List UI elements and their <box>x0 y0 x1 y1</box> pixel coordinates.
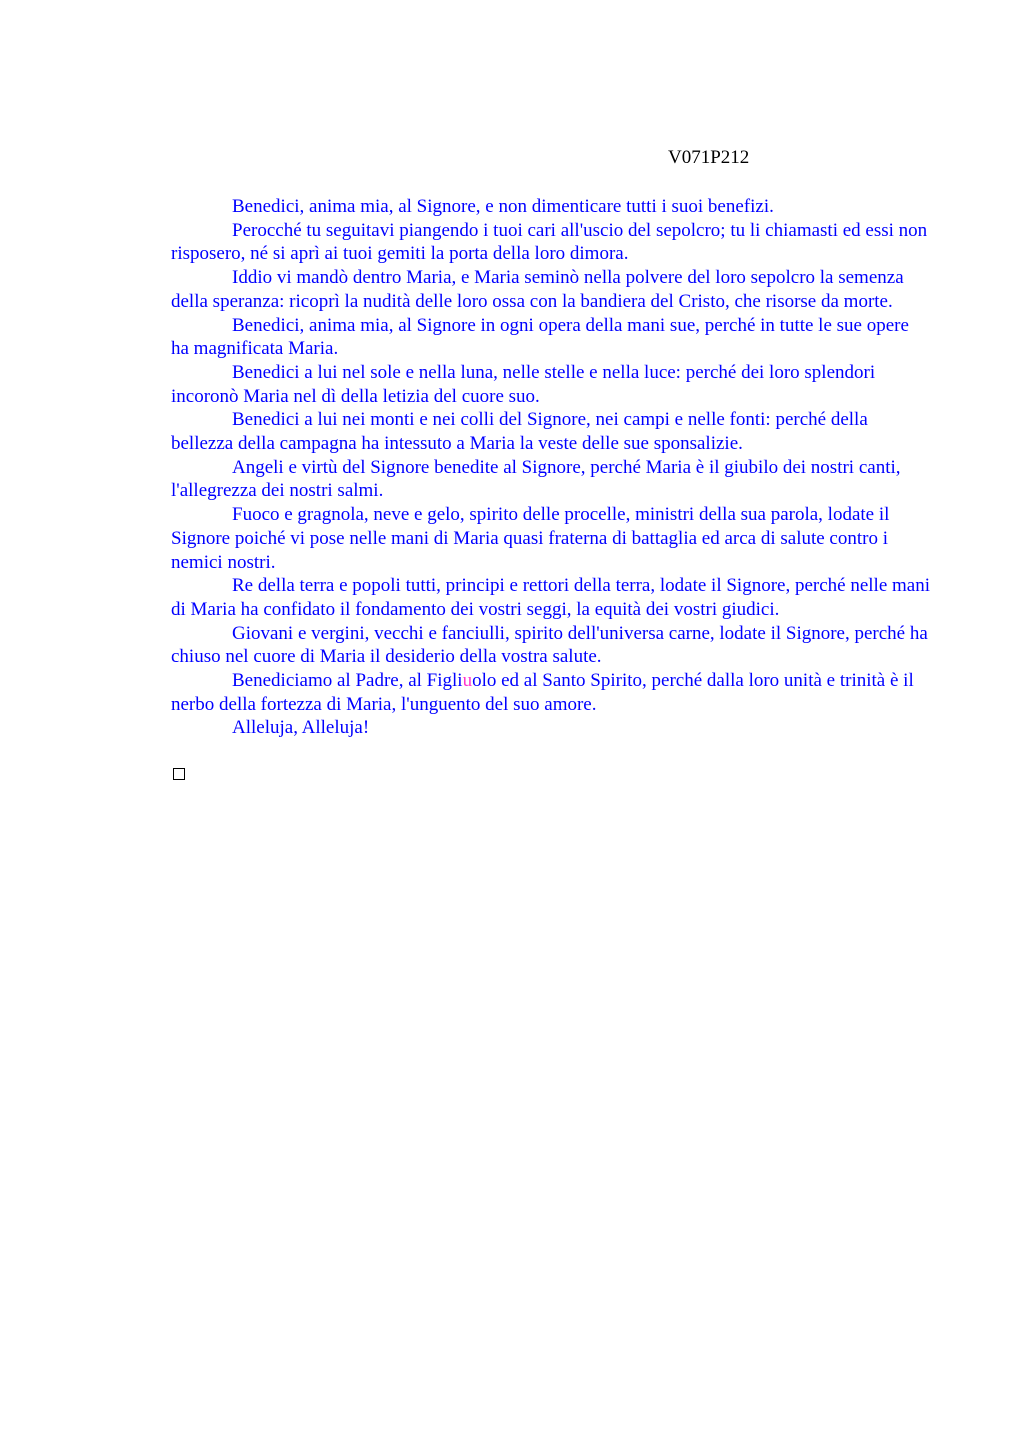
page-id: V071P212 <box>668 147 750 168</box>
paragraph: Benedici a lui nel sole e nella luna, nelle stelle e nella luce: perché dei loro splendori incoronò Maria nel dì della letizia del cuore suo. <box>171 361 876 407</box>
paragraph: Iddio vi mandò dentro Maria, e Maria seminò nella polvere del loro sepolcro la semenza della speranza: ricoprì la nudità delle loro ossa con la bandiera del Cristo, che risorse da morte. <box>171 267 904 312</box>
paragraph: Benedici, anima mia, al Signore in ogni opera della mani sue, perché in tutte le sue opere ha magnificata Maria. <box>171 314 909 360</box>
paragraph: Angeli e virtù del Signore benedite al Signore, perché Maria è il giubilo dei nostri canti, l'allegrezza dei nostri salmi. <box>171 456 901 502</box>
paragraph: Re della terra e popoli tutti, principi e rettori della terra, lodate il Signore, perché nelle mani di Maria ha confidato il fondamento dei vostri seggi, la equità dei vostri giudici. <box>171 575 930 620</box>
paragraph: Benedici a lui nei monti e nei colli del Signore, nei campi e nelle fonti: perché della bellezza della campagna ha intessuto a Maria la veste delle sue sponsalizie. <box>171 409 868 455</box>
trinity-text-before: Benediciamo al Padre, al Figli <box>232 670 463 692</box>
text-body <box>171 195 931 740</box>
trinity-paragraph <box>171 669 931 716</box>
trinity-text-after: olo ed al Santo Spirito, perché dalla loro unità e trinità è il nerbo della fortezza di Maria, l'unguento del suo amore. <box>171 670 914 715</box>
paragraph: Perocché tu seguitavi piangendo i tuoi cari all'uscio del sepolcro; tu li chiamasti ed essi non risposero, né si aprì ai tuoi gemiti la porta della loro dimora. <box>171 219 928 265</box>
end-of-text-box-icon <box>173 768 185 780</box>
highlighted-letter: u <box>462 670 473 692</box>
paragraph: Fuoco e gragnola, neve e gelo, spirito delle procelle, ministri della sua parola, lodate il Signore poiché vi pose nelle mani di Maria quasi fraterna di battaglia ed arca di salute contro i nemici nostri. <box>171 504 890 573</box>
closing-line: Alleluja, Alleluja! <box>232 717 370 739</box>
paragraph: Benedici, anima mia, al Signore, e non dimenticare tutti i suoi benefizi. <box>232 196 774 217</box>
paragraph: Giovani e vergini, vecchi e fanciulli, spirito dell'universa carne, lodate il Signore, perché ha chiuso nel cuore di Maria il desiderio della vostra salute. <box>171 622 928 668</box>
